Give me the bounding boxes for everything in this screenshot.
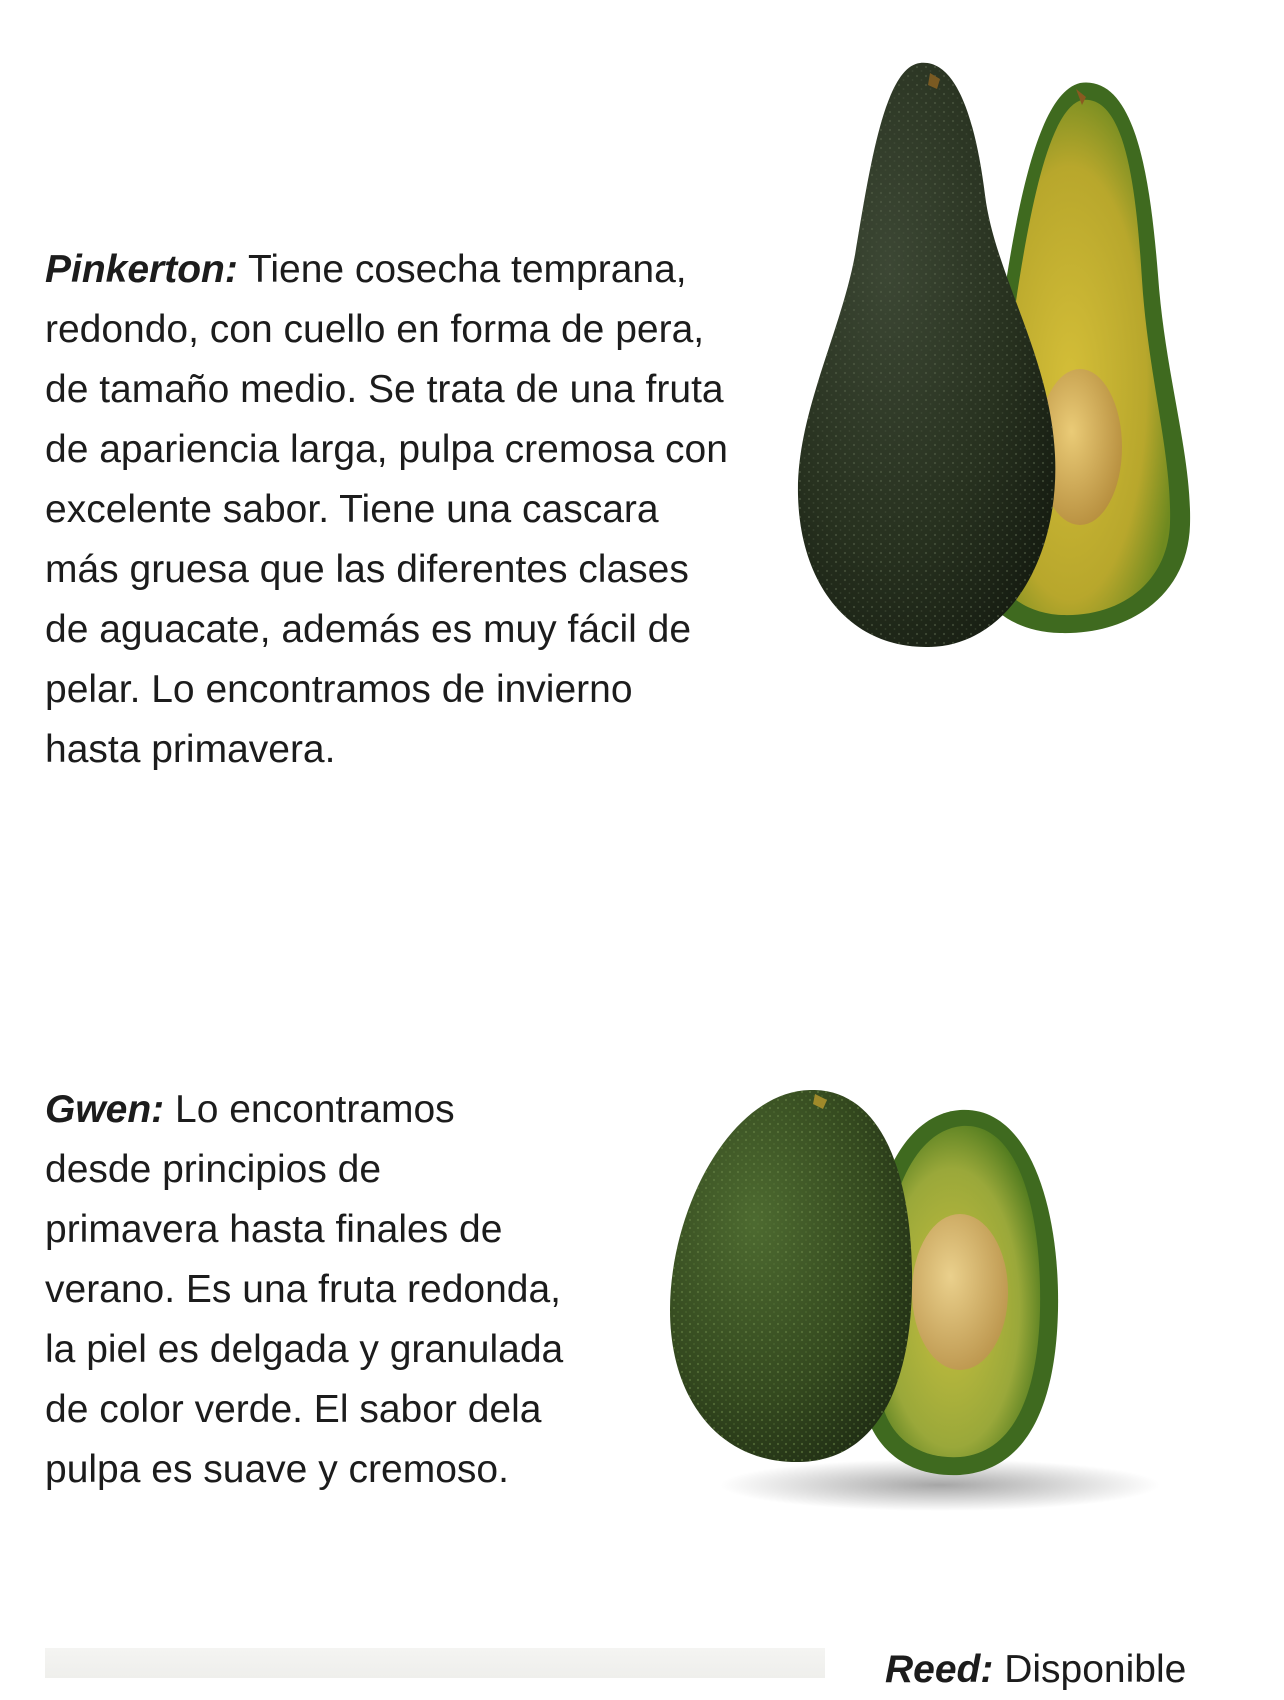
variety-text-pinkerton: Tiene cosecha temprana, redondo, con cuello en forma de pera, de tamaño medio. Se trata de una fruta de apariencia larga, pulpa cremosa con excelente sabor. Tiene una cascara más gruesa que las diferentes clases de aguacate, además es muy fácil de pelar. Lo encontramos de invierno hasta primavera. — [45, 248, 728, 771]
avocado-whole — [670, 1090, 912, 1462]
gwen-description — [45, 1080, 565, 1500]
gwen-avocado-image — [640, 1090, 1180, 1520]
variety-name-pinkerton: Pinkerton: — [45, 248, 238, 291]
reed-avocado-image — [45, 1648, 825, 1678]
reed-description — [885, 1640, 1284, 1700]
avocado-whole — [798, 63, 1055, 647]
pinkerton-avocado-image — [780, 55, 1240, 655]
variety-name-reed: Reed: — [885, 1648, 994, 1691]
variety-text-reed: Disponible — [993, 1648, 1187, 1691]
variety-name-gwen: Gwen: — [45, 1088, 165, 1131]
variety-text-gwen: Lo encontramos desde principios de primavera hasta finales de verano. Es una fruta redonda, la piel es delgada y granulada de color verde. El sabor dela pulpa es suave y cremoso. — [45, 1088, 564, 1491]
